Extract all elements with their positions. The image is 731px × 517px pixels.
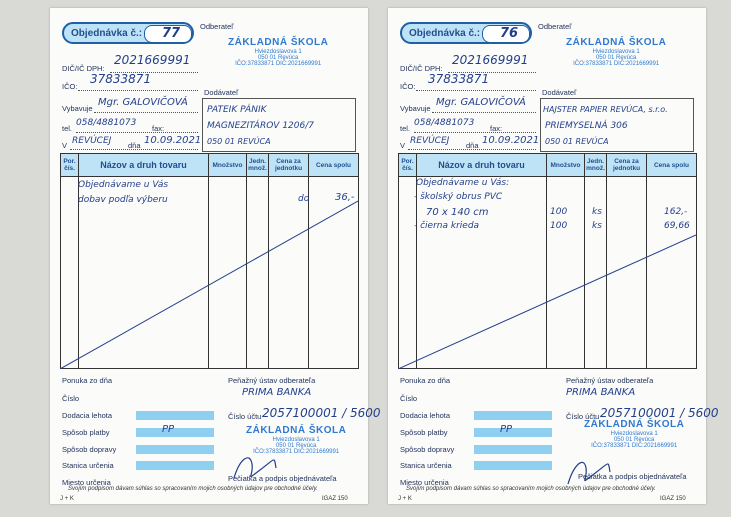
place-label: V	[62, 141, 68, 150]
stamp-line3: IČO:37833871 DIČ:2021669991	[235, 61, 322, 68]
supplier-line3: 050 01 REVÚCA	[545, 137, 609, 146]
tel-value: 058/4881073	[76, 118, 137, 128]
price-unit-value: do	[298, 194, 310, 204]
col-qty-header: Množstvo	[547, 154, 585, 177]
payment-value: PP	[500, 424, 513, 435]
stamp-line1: Hviezdoslavova 1	[254, 48, 302, 55]
vat-id-label: DIČ/IČ DPH:	[62, 64, 105, 73]
cancel-diagonal	[398, 153, 696, 369]
item-name: 70 x 140 cm	[426, 207, 489, 218]
item-name: - čierna krieda	[414, 221, 480, 231]
items-text-line1: Objednávame u Vás:	[416, 178, 510, 188]
stamp-line2: 050 01 Revúca	[257, 54, 299, 61]
items-text-line2: dobav podľa výberu	[78, 195, 168, 205]
signature-label: Pečiatka a podpis objednávateľa	[228, 474, 337, 483]
tel-line	[414, 132, 536, 133]
items-text-line2: - školský obrus PVC	[414, 192, 503, 202]
vat-id-value: 2021669991	[114, 53, 191, 67]
date-label: dňa	[466, 141, 479, 150]
order-number-label: Objednávka č.:	[71, 28, 143, 39]
stamp-title-bottom: ZÁKLADNÁ ŠKOLA	[584, 419, 685, 430]
item-unit: ks	[592, 221, 602, 231]
order-form-77	[50, 8, 381, 504]
bank-label: Peňažný ústav odberateľa	[228, 376, 316, 385]
offer-label: Ponuka zo dňa	[62, 376, 113, 385]
issued-by-line	[432, 112, 536, 113]
order-number-value: 76	[500, 26, 519, 41]
order-number-value: 77	[162, 26, 181, 41]
delivery-term-label: Dodacia lehota	[400, 411, 451, 420]
school-stamp-top	[228, 38, 328, 67]
col-no-header: Por. čís.	[61, 154, 79, 177]
col-price-unit-header: Cena za jednotku	[269, 154, 309, 177]
bank-value: PRIMA BANKA	[566, 387, 636, 398]
account-label: Číslo účtu	[566, 412, 600, 421]
supplier-box	[202, 98, 356, 152]
ico-value: 37833871	[90, 72, 152, 86]
station-field	[474, 461, 552, 470]
item-qty: 100	[550, 221, 568, 231]
issued-by-label: Vybavuje	[62, 104, 93, 113]
payment-field	[474, 428, 552, 437]
order-number-pill	[400, 22, 532, 44]
stamp-title: ZÁKLADNÁ ŠKOLA	[228, 37, 329, 48]
col-name-header: Názov a druh tovaru	[417, 154, 547, 177]
price-total-value: 36,-	[335, 192, 355, 203]
destination-label: Miesto určenia	[62, 478, 111, 487]
issued-by-value: Mgr. GALOVIČOVÁ	[436, 97, 526, 108]
stamp-line1-bottom: Hviezdoslavova 1	[610, 430, 658, 437]
brand-right: IGAZ 150	[322, 496, 348, 502]
issued-by-label: Vybavuje	[400, 104, 431, 113]
place-value: REVÚCEJ	[72, 136, 112, 146]
customer-label: Odberateľ	[538, 22, 572, 31]
stamp-line3: IČO:37833871 DIČ:2021669991	[573, 61, 660, 68]
item-total: 69,66	[664, 221, 690, 231]
transport-field	[474, 445, 552, 454]
station-label: Stanica určenia	[400, 461, 452, 470]
ico-line	[416, 90, 536, 91]
ico-value: 37833871	[428, 72, 490, 86]
supplier-line2: PRIEMYSELNÁ 306	[545, 121, 628, 131]
offer-label: Ponuka zo dňa	[400, 376, 451, 385]
account-value: 2057100001 / 5600	[600, 406, 719, 420]
item-total: 162,-	[664, 207, 688, 217]
ico-label: IČO:	[62, 82, 78, 91]
consent-text: Svojím podpisom dávam súhlas so spracovaním mojich osobných údajov pre obchodné účely.	[406, 486, 656, 492]
transport-label: Spôsob dopravy	[400, 445, 455, 454]
ico-line	[78, 90, 198, 91]
col-unit-header: Jedn. množ.	[247, 154, 269, 177]
stamp-title-bottom: ZÁKLADNÁ ŠKOLA	[246, 425, 347, 436]
item-qty: 100	[550, 207, 568, 217]
stamp-line3-bottom: IČO:37833871 DIČ:2021669991	[253, 449, 340, 456]
issued-by-line	[94, 112, 198, 113]
item-unit: ks	[592, 207, 602, 217]
school-stamp-bottom	[584, 420, 684, 449]
supplier-line3: 050 01 REVÚCA	[207, 137, 271, 146]
vat-id-label: DIČ/IČ DPH:	[400, 64, 443, 73]
stamp-line3-bottom: IČO:37833871 DIČ:2021669991	[591, 443, 678, 450]
supplier-line1: PATEIK PÁNIK	[207, 105, 267, 115]
fax-label: fax:	[490, 124, 503, 133]
payment-label: Spôsob platby	[62, 428, 110, 437]
place-label: V	[400, 141, 406, 150]
station-field	[136, 461, 214, 470]
col-unit-header: Jedn. množ.	[585, 154, 607, 177]
order-form-76	[388, 8, 719, 504]
delivery-term-label: Dodacia lehota	[62, 411, 113, 420]
stamp-line2-bottom: 050 01 Revúca	[275, 442, 317, 449]
payment-value: PP	[162, 424, 175, 435]
signature	[564, 452, 614, 488]
tel-line	[76, 132, 198, 133]
bank-value: PRIMA BANKA	[242, 387, 312, 398]
fax-label: fax:	[152, 124, 165, 133]
payment-label: Spôsob platby	[400, 428, 448, 437]
brand-left: J + K	[398, 496, 412, 502]
station-label: Stanica určenia	[62, 461, 114, 470]
stamp-title: ZÁKLADNÁ ŠKOLA	[566, 37, 667, 48]
tel-label: tel.	[62, 124, 73, 133]
items-text-line1: Objednávame u Vás	[78, 180, 169, 190]
tel-label: tel.	[400, 124, 411, 133]
school-stamp-top	[566, 38, 666, 67]
number-label: Číslo	[400, 394, 418, 403]
cancel-diagonal	[60, 153, 358, 369]
order-number-label: Objednávka č.:	[409, 28, 481, 39]
delivery-term-field	[474, 411, 552, 420]
signature-label: Pečiatka a podpis objednávateľa	[578, 472, 687, 481]
ico-label: IČO:	[400, 82, 416, 91]
col-name-header: Názov a druh tovaru	[79, 154, 209, 177]
brand-right: IGAZ 150	[660, 496, 686, 502]
vat-id-value: 2021669991	[452, 53, 529, 67]
supplier-label: Dodávateľ	[204, 88, 239, 97]
transport-field	[136, 445, 214, 454]
destination-label: Miesto určenia	[400, 478, 449, 487]
transport-label: Spôsob dopravy	[62, 445, 117, 454]
date-value: 10.09.2021	[144, 135, 202, 146]
date-value: 10.09.2021	[482, 135, 540, 146]
stamp-line1-bottom: Hviezdoslavova 1	[272, 436, 320, 443]
col-qty-header: Množstvo	[209, 154, 247, 177]
col-price-total-header: Cena spolu	[647, 154, 697, 177]
tel-value: 058/4881073	[414, 118, 475, 128]
account-value: 2057100001 / 5600	[262, 406, 381, 420]
supplier-line1: HAJSTER PAPIER REVÚCA, s.r.o.	[543, 105, 668, 114]
brand-left: J + K	[60, 496, 74, 502]
supplier-line2: MAGNEZITÁROV 1206/7	[207, 121, 314, 131]
number-label: Číslo	[62, 394, 80, 403]
stamp-line2: 050 01 Revúca	[595, 54, 637, 61]
col-price-unit-header: Cena za jednotku	[607, 154, 647, 177]
col-price-total-header: Cena spolu	[309, 154, 359, 177]
payment-field	[136, 428, 214, 437]
stamp-line1: Hviezdoslavova 1	[592, 48, 640, 55]
bank-label: Peňažný ústav odberateľa	[566, 376, 654, 385]
account-label: Číslo účtu	[228, 412, 262, 421]
customer-label: Odberateľ	[200, 22, 234, 31]
stamp-line2-bottom: 050 01 Revúca	[613, 436, 655, 443]
supplier-box	[540, 98, 694, 152]
order-number-pill	[62, 22, 194, 44]
date-label: dňa	[128, 141, 141, 150]
issued-by-value: Mgr. GALOVIČOVÁ	[98, 97, 188, 108]
place-value: REVÚCEJ	[410, 136, 450, 146]
supplier-label: Dodávateľ	[542, 88, 577, 97]
delivery-term-field	[136, 411, 214, 420]
col-no-header: Por. čís.	[399, 154, 417, 177]
consent-text: Svojím podpisom dávam súhlas so spracovaním mojich osobných údajov pre obchodné účely.	[68, 486, 318, 492]
